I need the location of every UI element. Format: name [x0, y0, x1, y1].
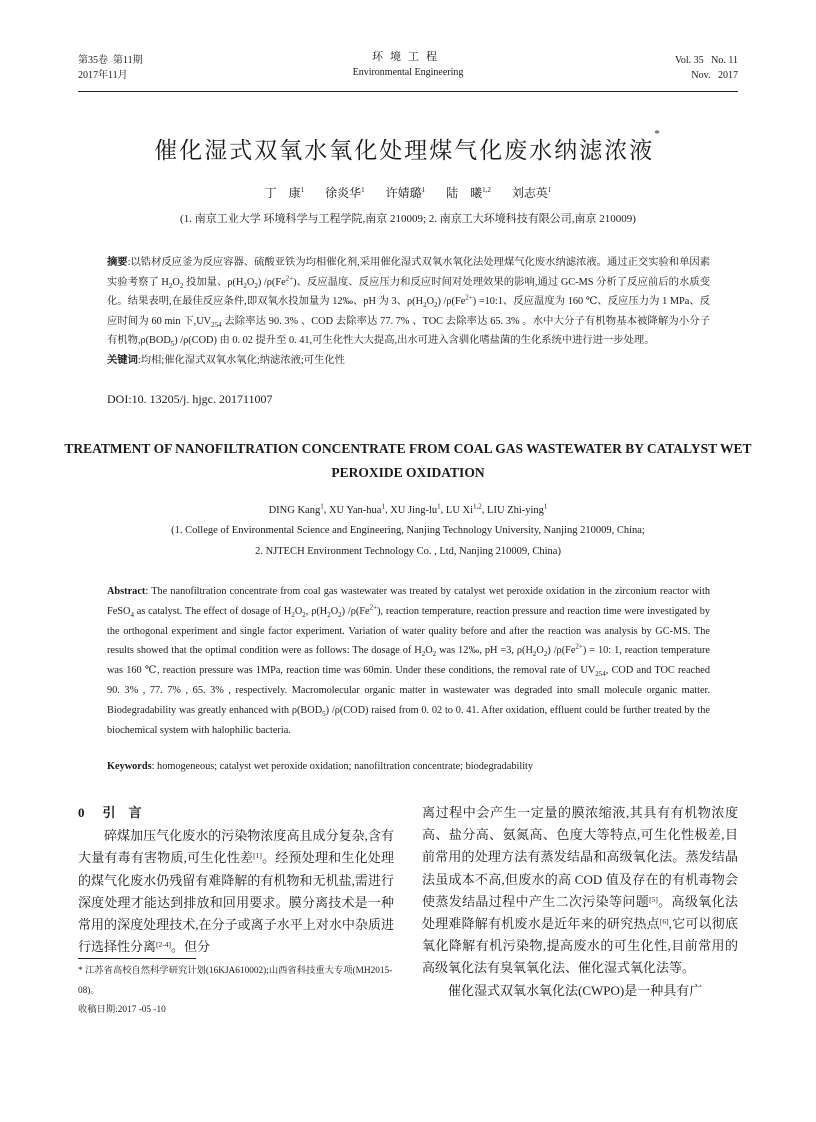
author: 许婧璐$^1$: [385, 186, 426, 200]
keywords-label-en: Keywords: [107, 761, 152, 772]
author: 刘志英$^1$: [511, 186, 552, 200]
title-text: 催化湿式双氧水氧化处理煤气化废水纳滤浓液: [154, 138, 655, 163]
author: DING Kang$^1$: [268, 502, 324, 516]
author: XU Yan-hua$^1$: [328, 502, 385, 516]
author: XU Jing-$lu^1$: [390, 502, 441, 516]
abstract-cn: 摘要:以锆材反应釜为反应容器、硫酸亚铁为均相催化剂,采用催化湿式双氧水氧化法处理煤气化废水纳滤浓液。通过正交实验和单因素实验考察了 $H_2O_2$ 投加量、$\rho(H_2O_2)$ $/\rho(Fe^{2+})$、反应温度、反应压力和反应时间对处理效果的影响,通过 GC-MS 分析了反应前后的水质变化。结果表明,在最佳反应条件,即双氧水投加量为 12‰、pH 为 3、$\rho(H_2O_2)$ $/\rho(Fe^{2+})$ =10:1、反应温度为 160 ℃、反应压力为 1 MPa、反应时间为 60 min 下$,UV_{254}$ 去除率达 90. 3% 、COD 去除率达 77. 7% 、TOC 去除率达 65. 3% 。水中大分子有机物基本被降解为小分子有机物$,\rho(BOD_5)$ /ρ(COD) 由 0. 02 提升至 0. 41,可生化性大大提高,出水可进入含驯化嗜盐菌的生化系统中进行进一步处理。 关键词:均相;催化湿式双氧水氧化;纳滤浓液;可生化性: [107, 253, 710, 371]
journal-name-cn: 环境工程: [372, 51, 444, 63]
abstract-en: Abstract: The nanofiltration concentrate from coal gas wastewater was treated by catalyst wet peroxide oxidation in the zirconium reactor with FeSO$_4$ as catalyst. The effect of dosage of $H_2O_2$, $\rho(H_2O_2)$ $/\rho(Fe^{2+})$, reaction temperature, reaction pressure and reaction time were investigated by the orthogonal experiment and single factor experiment. Variation of water quality before and after the reaction was analysis by GC-MS. The results showed that the optimal condition were as follows: The dosage of $H_2O_2$ was 12‰, pH =3, $\rho(H_2O_2) /\rho(Fe^{2+}) = 10$: 1, reaction temperature was 160 ℃, reaction pressure was 1MPa, reaction time was 60min. Under these conditions, the removal rate of $UV_{254}$, COD and TOC reached 90. 3% , 77. 7% , 65. 3% , respectively. Macromolecular organic matter in wastewater was degraded into small molecule organic matter. Biodegradability was greatly enhanced with $\rho(BOD_5)$ /ρ(COD) raised from 0. 02 to 0. 41. After oxidation, effluent could be further treated by the biochemical system with halophilic bacteria.: [107, 586, 711, 736]
abstract-label-en: Abstract: [107, 586, 146, 597]
citation-link[interactable]: [1]: [253, 851, 262, 861]
abstract-label-cn: 摘要: [107, 257, 128, 268]
citation-link[interactable]: [2-4]: [156, 940, 172, 950]
citation-link[interactable]: [5]: [649, 894, 658, 904]
section-heading-introduction: 0 引 言: [78, 805, 142, 820]
paragraph: 离过程中会产生一定量的膜浓缩液,其具有有机物浓度高、盐分高、氨氮高、色度大等特点,可生化性极差,目前常用的处理方法有蒸发结晶和高级氧化法。蒸发结晶法虽成本不高,但废水的高 COD 值及存在的有机毒物会使蒸发结晶过程中产生二次污染等问题[5]。高级氧化法处理难降解有机废水是近年来的研究热点[6],它可以彻底氧化降解有机污染物,提高废水的可生化性,目前常用的高级氧化法有臭氧氧化法、催化湿式氧化法等。: [422, 805, 738, 976]
running-header-left: [78, 53, 143, 83]
author: 陆 曦$^{1,2}$: [446, 186, 491, 200]
paper-title-en: TREATMENT OF NANOFILTRATION CONCENTRATE FROM COAL GAS WASTEWATER BY CATALYST WET PEROXIDE OXIDATION: [64, 441, 752, 480]
authors-en: DING Kang$^1$, XU Yan-hua$^1$, XU Jing-$lu^1$, LU Xi$^{1,2}$, LIU Zhi-ying$^1$: [268, 502, 548, 516]
keywords-en: Keywords: homogeneous; catalyst wet peroxide oxidation; nanofiltration concentrate; biodegradability: [107, 761, 534, 772]
footnote-divider: [78, 958, 196, 959]
doi[interactable]: DOI:10. 13205/j. hjgc. 201711007: [107, 392, 273, 406]
paragraph: 碎煤加压气化废水的污染物浓度高且成分复杂,含有大量有毒有害物质,可生化性差[1]。经预处理和生化处理的煤气化废水仍残留有难降解的有机物和无机盐,需进行深度处理才能达到排放和回用要求。膜分离技术是一种常用的深度处理技术,在分子或离子水平上对水中杂质进行选择性分离[2-4]。但分: [78, 828, 394, 955]
received-date: 收稿日期:2017 -05 -10: [78, 1005, 166, 1015]
date-en: Nov. 2017: [691, 70, 738, 81]
author: 徐炎华$^1$: [325, 186, 365, 200]
author: LU Xi$^{1,2}$: [445, 502, 482, 516]
date-cn: 2017年11月: [78, 70, 128, 81]
authors-cn: [60, 184, 756, 201]
keywords-cn: 关键词:均相;催化湿式双氧水氧化;纳滤浓液;可生化性: [107, 354, 345, 366]
title-footnote-mark: *: [654, 128, 662, 140]
running-header-center: [308, 50, 508, 80]
volume-issue-en: Vol. 35 No. 11: [674, 55, 738, 66]
keywords-label-cn: 关键词: [107, 354, 138, 366]
volume-issue-cn: 第35卷 第11期: [78, 55, 143, 66]
header-divider: [78, 91, 738, 92]
body-column-left: [78, 802, 394, 958]
citation-link[interactable]: [6]: [659, 917, 669, 927]
author: 丁 康$^1$: [264, 186, 305, 200]
funding-note: * 江苏省高校自然科学研究计划(16KJA610002);山西省科技重大专项(MH2015-08)。: [78, 966, 393, 996]
paper-title-cn: [60, 128, 756, 165]
journal-name-en: Environmental Engineering: [352, 67, 464, 78]
affiliation-cn: (1. 南京工业大学 环境科学与工程学院,南京 210009; 2. 南京工大环境科技有限公司,南京 210009): [180, 213, 636, 225]
affiliation-en: (1. College of Environmental Science and Engineering, Nanjing Technology University, Nanjing 210009, China; 2. NJTECH Environment Technology Co. , Ltd, Nanjing 210009, China): [171, 525, 645, 557]
running-header-right: [675, 53, 738, 83]
footnote: [78, 962, 398, 1021]
paragraph: 催化湿式双氧水氧化法(CWPO)是一种具有广: [448, 982, 703, 998]
author: LIU Zhi-ying$^1$: [487, 502, 548, 516]
body-column-right: [422, 802, 738, 1002]
